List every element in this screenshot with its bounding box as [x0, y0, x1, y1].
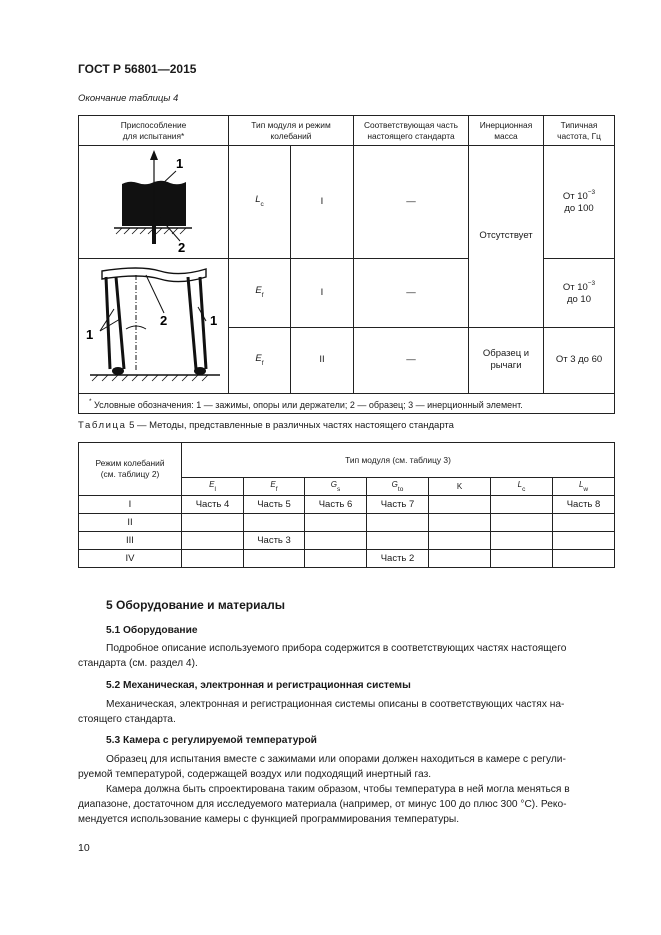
mode-cell: II [291, 327, 354, 393]
module-cell: $L_c$ [229, 146, 291, 259]
fig1-label-1: 1 [175, 156, 183, 171]
table-row [79, 550, 615, 568]
fixture-figure-1 [79, 146, 229, 259]
table-cell: Часть 2 [367, 550, 429, 568]
table4-footnote-row [79, 394, 615, 414]
frequency-cell: От 3 до 60 [544, 327, 615, 393]
table-cell: Часть 8 [553, 496, 615, 514]
table4-caption: Окончание таблицы 4 [78, 93, 179, 104]
fig2-label-1-left: 1 [85, 327, 93, 342]
subsection-title: 5.3 Камера с регулируемой температурой [106, 735, 317, 746]
table-cell [182, 514, 244, 532]
page-number: 10 [78, 842, 90, 854]
header-mode: Режим колебаний (см. таблицу 2) [79, 443, 182, 496]
table-row [79, 514, 615, 532]
part-cell: — [354, 146, 469, 259]
table-cell [244, 550, 305, 568]
module-header: $L_w$ [553, 478, 615, 496]
module-header: $E_l$ [182, 478, 244, 496]
table-cell [305, 532, 367, 550]
table-cell [553, 514, 615, 532]
table-cell [367, 514, 429, 532]
fig1-label-2: 2 [177, 240, 185, 255]
paragraph: Подробное описание используемого прибора содержится в соответствующих частях настоящего стандарта (см. раздел 4). [78, 643, 567, 669]
frequency-cell: От $10^{-3}$ до 10 [544, 259, 615, 328]
table-cell: Часть 5 [244, 496, 305, 514]
section-title: 5 Оборудование и материалы [106, 598, 286, 612]
fixture-figure-2 [79, 259, 229, 394]
module-header: $G_s$ [305, 478, 367, 496]
table5 [78, 442, 615, 568]
table-cell: Часть 4 [182, 496, 244, 514]
table-cell: Часть 7 [367, 496, 429, 514]
table4-row [79, 146, 615, 259]
mode-cell: II [79, 514, 182, 532]
module-cell: $E_f$ [229, 259, 291, 328]
paragraph: Механическая, электронная и регистрационная системы описаны в соответствующих частях на- стоящего стандарта. [78, 699, 565, 725]
table-cell: Часть 6 [305, 496, 367, 514]
document-id: ГОСТ Р 56801—2015 [78, 62, 197, 76]
table-cell [305, 514, 367, 532]
subsection-title: 5.1 Оборудование [106, 625, 198, 636]
table-cell [429, 550, 491, 568]
paragraph: Образец для испытания вместе с зажимами или опорами должен находиться в камере с регули- руемой температурой, содержащей воздух или подходящий инертный газ. Камера должна быть спроектирована таким образом, чтобы температура в ней могла меняться в диапазоне, достаточном для исследуемого материала (например, от минус 100 до плюс 300 °С). Реко- мендуется использование камеры с функцией программирования температуры. [78, 754, 570, 825]
table4-footnote: * Условные обозначения: 1 — зажимы, опоры или держатели; 2 — образец; 3 — инерционный элемент. [79, 394, 615, 414]
table-cell [491, 496, 553, 514]
table-cell [182, 550, 244, 568]
part-cell: — [354, 259, 469, 328]
table-cell [305, 550, 367, 568]
header-module-mode: Тип модуля и режим колебаний [229, 116, 354, 146]
header-module-type: Тип модуля (см. таблицу 3) [182, 443, 615, 478]
specimen-clamp-diagram [80, 146, 228, 256]
table-cell [367, 532, 429, 550]
inertia-absent-cell: Отсутствует [469, 146, 544, 328]
table5-header-row [79, 443, 615, 478]
header-inertia: Инерционная масса [469, 116, 544, 146]
table-row [79, 532, 615, 550]
table-cell [553, 550, 615, 568]
mode-cell: III [79, 532, 182, 550]
mode-cell: I [291, 146, 354, 259]
table-cell [491, 532, 553, 550]
table-cell [244, 514, 305, 532]
table-cell [429, 514, 491, 532]
module-header: $L_c$ [491, 478, 553, 496]
module-header: $G_{to}$ [367, 478, 429, 496]
table-cell: Часть 3 [244, 532, 305, 550]
mode-cell: I [291, 259, 354, 328]
table-cell [429, 496, 491, 514]
cantilever-frame-diagram [80, 259, 228, 391]
module-cell: $E_f$ [229, 327, 291, 393]
mode-cell: IV [79, 550, 182, 568]
header-part: Соответствующая часть настоящего стандарта [354, 116, 469, 146]
module-header: K [429, 478, 491, 496]
header-fixture: Приспособление для испытания* [79, 116, 229, 146]
subsection-title: 5.2 Механическая, электронная и регистрационная системы [106, 680, 411, 691]
table-cell [553, 532, 615, 550]
table4-header-row [79, 116, 615, 146]
table-row [79, 496, 615, 514]
table4 [78, 115, 615, 414]
fig2-label-2: 2 [159, 313, 167, 328]
inertia-sample-cell: Образец и рычаги [469, 327, 544, 393]
table-cell [491, 514, 553, 532]
header-frequency: Типичная частота, Гц [544, 116, 615, 146]
mode-cell: I [79, 496, 182, 514]
fig2-label-1-right: 1 [209, 313, 217, 328]
table-cell [491, 550, 553, 568]
table-cell [429, 532, 491, 550]
part-cell: — [354, 327, 469, 393]
module-header: $E_f$ [244, 478, 305, 496]
table-cell [182, 532, 244, 550]
table5-caption: Таблица 5 — Методы, представленные в различных частях настоящего стандарта [78, 420, 454, 431]
frequency-cell: От $10^{-3}$ до 100 [544, 146, 615, 259]
